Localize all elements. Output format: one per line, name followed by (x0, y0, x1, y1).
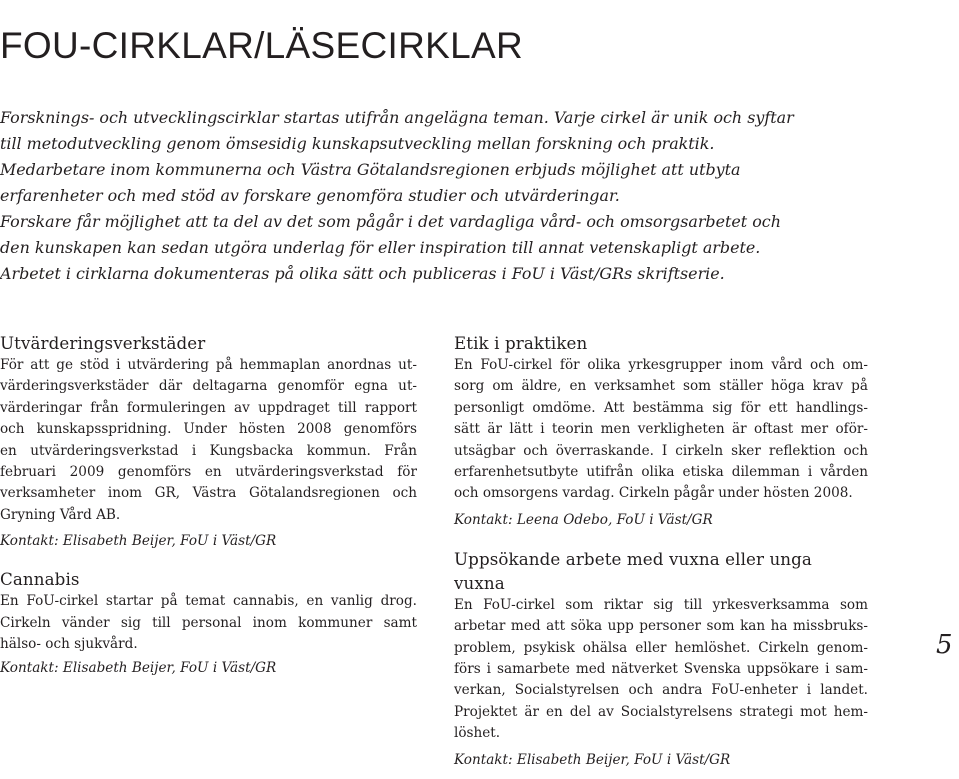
left-column (0, 331, 417, 679)
intro-line: Forskare får möjlighet att ta del av det som pågår i det vardagliga vård- och omsorgsarbetet och (0, 212, 781, 231)
section-heading: Utvärderingsverkstäder (0, 333, 206, 353)
body-line: personligt omdöme. Att bestämma sig för ett handlings- (454, 399, 868, 416)
body-line: och omsorgens vardag. Cirkeln pågår under hösten 2008. (454, 485, 853, 502)
body-line: hälso- och sjukvård. (0, 636, 138, 653)
intro-line: till metodutveckling genom ömsesidig kunskapsutveckling mellan forskning och praktik. (0, 134, 715, 153)
heading-line: vuxna (454, 572, 505, 593)
intro-line: erfarenheter och med stöd av forskare genomföra studier och utvärderingar. (0, 186, 620, 205)
section-heading: Etik i praktiken (454, 333, 588, 353)
section-body (454, 355, 868, 505)
body-line: problem, psykisk ohälsa eller hemlöshet. Cirkeln genom- (454, 639, 868, 656)
body-line: en utvärderingsverkstad i Kungsbacka kommun. Från (0, 442, 417, 459)
section-body (454, 595, 868, 745)
section-heading: Cannabis (0, 569, 80, 590)
section-body (0, 591, 417, 655)
body-line: sätt är lätt i teorin men verkligheten är oftast mer oför- (454, 421, 868, 438)
section-heading (454, 547, 868, 595)
body-line: februari 2009 genomförs en utvärderingsverkstad för (0, 464, 417, 481)
page-title: FOU-CIRKLAR/LÄSECIRKLAR (0, 24, 523, 66)
body-line: värderingar från formuleringen av uppdraget till rapport (0, 399, 417, 416)
intro-line: Medarbetare inom kommunerna och Västra Götalandsregionen erbjuds möjlighet att utbyta (0, 160, 741, 179)
section-cannabis (0, 567, 417, 679)
section-etik (454, 331, 868, 531)
section-body (0, 355, 417, 526)
body-line: erfarenhetsutbyte utifrån olika etiska dilemman i vården (454, 464, 868, 481)
body-line: En FoU-cirkel startar på temat cannabis, en vanlig drog. (0, 593, 417, 610)
right-column (454, 331, 868, 771)
body-line: sorg om äldre, en verksamhet som ställer höga krav på (454, 378, 868, 395)
intro-paragraph (0, 105, 832, 287)
body-line: Cirkeln vänder sig till personal inom kommuner samt (0, 614, 417, 631)
body-line: verkan, Socialstyrelsen och andra FoU-enheter i landet. (454, 682, 868, 699)
body-line: En FoU-cirkel för olika yrkesgrupper inom vård och om- (454, 357, 868, 373)
heading-line: Uppsökande arbete med vuxna eller unga (454, 548, 812, 569)
body-line: värderingsverkstäder där deltagarna genomför egna ut- (0, 378, 417, 395)
contact-line: Kontakt: Elisabeth Beijer, FoU i Väst/GR (0, 660, 277, 677)
contact-line: Kontakt: Elisabeth Beijer, FoU i Väst/GR (454, 751, 731, 768)
body-line: För att ge stöd i utvärdering på hemmaplan anordnas ut- (0, 357, 417, 373)
body-line: arbetar med att söka upp personer som kan ha missbruks- (454, 618, 868, 635)
section-utvarderingsverkstader (0, 331, 417, 552)
page-number: 5 (936, 630, 953, 660)
contact-line: Kontakt: Elisabeth Beijer, FoU i Väst/GR (0, 533, 277, 550)
intro-line: Forsknings- och utvecklingscirklar startas utifrån angelägna teman. Varje cirkel är unik och syftar (0, 108, 794, 127)
body-line: En FoU-cirkel som riktar sig till yrkesverksamma som (454, 596, 868, 613)
body-line: verksamheter inom GR, Västra Götalandsregionen och (0, 485, 417, 502)
body-line: utsägbar och överraskande. I cirkeln sker reflektion och (454, 442, 868, 459)
body-line: Gryning Vård AB. (0, 506, 121, 523)
body-line: förs i samarbete med nätverket Svenska uppsökare i sam- (454, 661, 868, 678)
intro-line: den kunskapen kan sedan utgöra underlag för eller inspiration till annat vetenskapligt arbete. (0, 238, 761, 257)
section-uppsokande (454, 547, 868, 771)
contact-line: Kontakt: Leena Odebo, FoU i Väst/GR (454, 511, 713, 528)
body-line: Projektet är en del av Socialstyrelsens strategi mot hem- (454, 703, 868, 720)
body-line: löshet. (454, 725, 501, 742)
intro-line: Arbetet i cirklarna dokumenteras på olika sätt och publiceras i FoU i Väst/GRs skriftserie. (0, 264, 725, 283)
body-line: och kunskapsspridning. Under hösten 2008 genomförs (0, 421, 417, 438)
